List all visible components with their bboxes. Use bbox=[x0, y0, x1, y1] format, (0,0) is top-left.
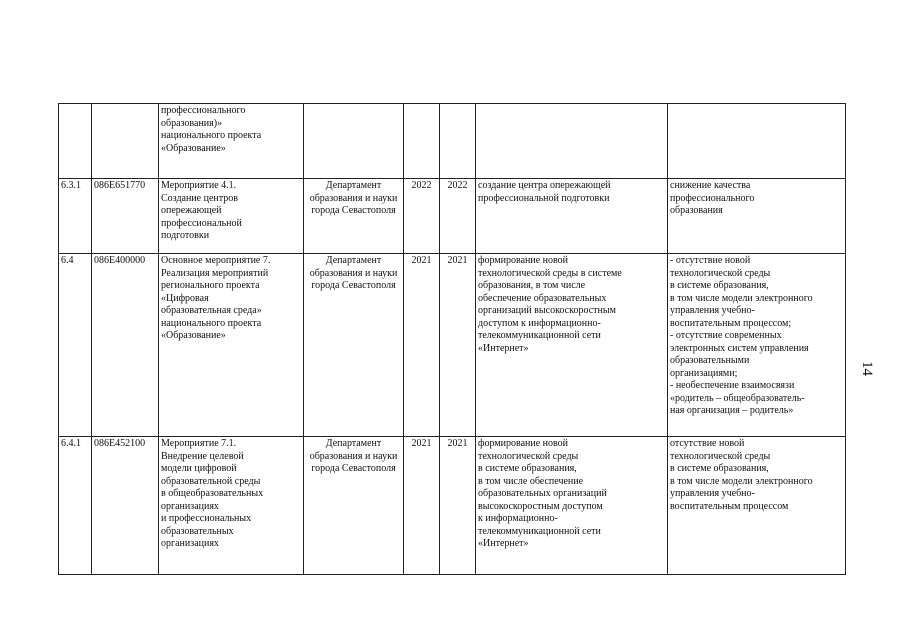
cell-result-line: технологической среды в системе bbox=[478, 267, 622, 279]
cell-number: 6.3.1 bbox=[59, 179, 92, 254]
page-number: 14 bbox=[859, 361, 875, 376]
cell-risk-line: образовательными bbox=[670, 355, 750, 366]
cell-result-line: к информационно- bbox=[478, 513, 558, 524]
cell-result-line: формирование новой bbox=[478, 438, 569, 449]
cell-risk-line: снижение качества bbox=[670, 180, 751, 191]
cell-name-line: образовательных bbox=[161, 525, 234, 537]
table-row bbox=[59, 437, 846, 575]
cell-result-line: образовательных организаций bbox=[478, 488, 607, 499]
cell-year-start: 2022 bbox=[404, 179, 440, 254]
cell-name-line: Основное мероприятие 7. bbox=[161, 255, 271, 266]
cell-risk-line: «родитель – общеобразователь- bbox=[670, 392, 805, 404]
cell-name-line: и профессиональных bbox=[161, 513, 252, 524]
cell-code: 086Е651770 bbox=[92, 179, 159, 254]
cell-name-line: Мероприятие 4.1. bbox=[161, 180, 237, 191]
cell-risk-line: в том числе модели электронного bbox=[670, 292, 813, 304]
cell-result-line: организаций высокоскоростным bbox=[478, 305, 616, 316]
cell-name-line: национального проекта bbox=[161, 317, 262, 329]
cell-name-line: регионального проекта bbox=[161, 280, 260, 291]
cell-executor bbox=[304, 104, 404, 179]
cell-result-line: «Интернет» bbox=[478, 342, 529, 354]
cell-risk bbox=[668, 179, 846, 254]
cell-name-line: подготовки bbox=[161, 230, 210, 241]
cell-name-line: национального проекта bbox=[161, 130, 262, 141]
cell-risk-line: электронных систем управления bbox=[670, 342, 809, 354]
cell-risk-line: воспитательным процессом bbox=[670, 500, 789, 512]
cell-result-line: доступом к информационно- bbox=[478, 317, 601, 329]
cell-risk-line: - отсутствие современных bbox=[670, 330, 782, 341]
table-row bbox=[59, 104, 846, 179]
cell-risk-line: управления учебно- bbox=[670, 488, 755, 499]
cell-name-line: профессиональной bbox=[161, 217, 242, 229]
cell-name-line: «Цифровая bbox=[161, 292, 209, 304]
cell-result bbox=[476, 254, 668, 437]
cell-name-line: образовательная среда» bbox=[161, 305, 262, 316]
cell-risk-line: образования bbox=[670, 205, 723, 216]
cell-name-line: Создание центров bbox=[161, 192, 238, 204]
cell-risk bbox=[668, 104, 846, 179]
cell-result-line: образования, в том числе bbox=[478, 280, 586, 291]
cell-result-line: телекоммуникационной сети bbox=[478, 330, 601, 341]
cell-year-end bbox=[440, 104, 476, 179]
cell-risk-line: отсутствие новой bbox=[670, 438, 745, 449]
cell-risk-line: - отсутствие новой bbox=[670, 255, 751, 266]
cell-result-line: профессиональной подготовки bbox=[478, 192, 610, 204]
cell-name bbox=[159, 437, 304, 575]
cell-name-line: опережающей bbox=[161, 205, 222, 216]
cell-year-start bbox=[404, 104, 440, 179]
cell-result-line: создание центра опережающей bbox=[478, 180, 611, 191]
cell-name-line: «Образование» bbox=[161, 142, 226, 154]
cell-result-line: формирование новой bbox=[478, 255, 569, 266]
cell-executor: Департамент образования и науки города Севастополя bbox=[304, 179, 404, 254]
cell-name-line: организациях bbox=[161, 538, 219, 549]
program-table bbox=[58, 103, 846, 575]
cell-result-line: в системе образования, bbox=[478, 463, 577, 474]
cell-number: 6.4 bbox=[59, 254, 92, 437]
cell-risk-line: - необеспечение взаимосвязи bbox=[670, 380, 795, 391]
cell-name-line: организациях bbox=[161, 500, 219, 512]
cell-risk-line: в том числе модели электронного bbox=[670, 475, 813, 487]
cell-name-line: Внедрение целевой bbox=[161, 450, 244, 462]
cell-risk-line: в системе образования, bbox=[670, 280, 769, 291]
cell-risk-line: технологической среды bbox=[670, 267, 771, 279]
cell-risk-line: технологической среды bbox=[670, 450, 771, 462]
cell-name-line: «Образование» bbox=[161, 330, 226, 341]
cell-name-line: профессионального bbox=[161, 105, 246, 116]
cell-year-end: 2021 bbox=[440, 254, 476, 437]
cell-result bbox=[476, 179, 668, 254]
cell-risk-line: ная организация – родитель» bbox=[670, 405, 794, 416]
cell-risk-line: в системе образования, bbox=[670, 463, 769, 474]
cell-name bbox=[159, 104, 304, 179]
cell-name-line: образования)» bbox=[161, 117, 223, 129]
cell-name bbox=[159, 254, 304, 437]
cell-executor: Департамент образования и науки города Севастополя bbox=[304, 437, 404, 575]
cell-year-start: 2021 bbox=[404, 437, 440, 575]
table-row bbox=[59, 179, 846, 254]
cell-risk bbox=[668, 437, 846, 575]
cell-risk-line: организациями; bbox=[670, 367, 738, 379]
cell-executor: Департамент образования и науки города Севастополя bbox=[304, 254, 404, 437]
cell-name-line: образовательной среды bbox=[161, 475, 261, 487]
table-body bbox=[59, 104, 846, 575]
cell-number: 6.4.1 bbox=[59, 437, 92, 575]
cell-year-start: 2021 bbox=[404, 254, 440, 437]
cell-code bbox=[92, 104, 159, 179]
cell-year-end: 2022 bbox=[440, 179, 476, 254]
cell-number bbox=[59, 104, 92, 179]
cell-code: 086Е452100 bbox=[92, 437, 159, 575]
cell-result bbox=[476, 437, 668, 575]
cell-code: 086Е400000 bbox=[92, 254, 159, 437]
cell-result-line: высокоскоростным доступом bbox=[478, 500, 603, 512]
cell-result-line: обеспечение образовательных bbox=[478, 292, 607, 304]
cell-result bbox=[476, 104, 668, 179]
cell-result-line: в том числе обеспечение bbox=[478, 475, 584, 487]
cell-name-line: в общеобразовательных bbox=[161, 488, 264, 499]
table-row bbox=[59, 254, 846, 437]
cell-name bbox=[159, 179, 304, 254]
cell-risk-line: управления учебно- bbox=[670, 305, 755, 316]
cell-risk bbox=[668, 254, 846, 437]
cell-risk-line: профессионального bbox=[670, 192, 755, 204]
cell-name-line: Мероприятие 7.1. bbox=[161, 438, 237, 449]
cell-result-line: «Интернет» bbox=[478, 538, 529, 549]
cell-name-line: Реализация мероприятий bbox=[161, 267, 269, 279]
cell-result-line: технологической среды bbox=[478, 450, 579, 462]
cell-result-line: телекоммуникационной сети bbox=[478, 525, 601, 537]
cell-risk-line: воспитательным процессом; bbox=[670, 317, 792, 329]
cell-name-line: модели цифровой bbox=[161, 463, 237, 474]
cell-year-end: 2021 bbox=[440, 437, 476, 575]
